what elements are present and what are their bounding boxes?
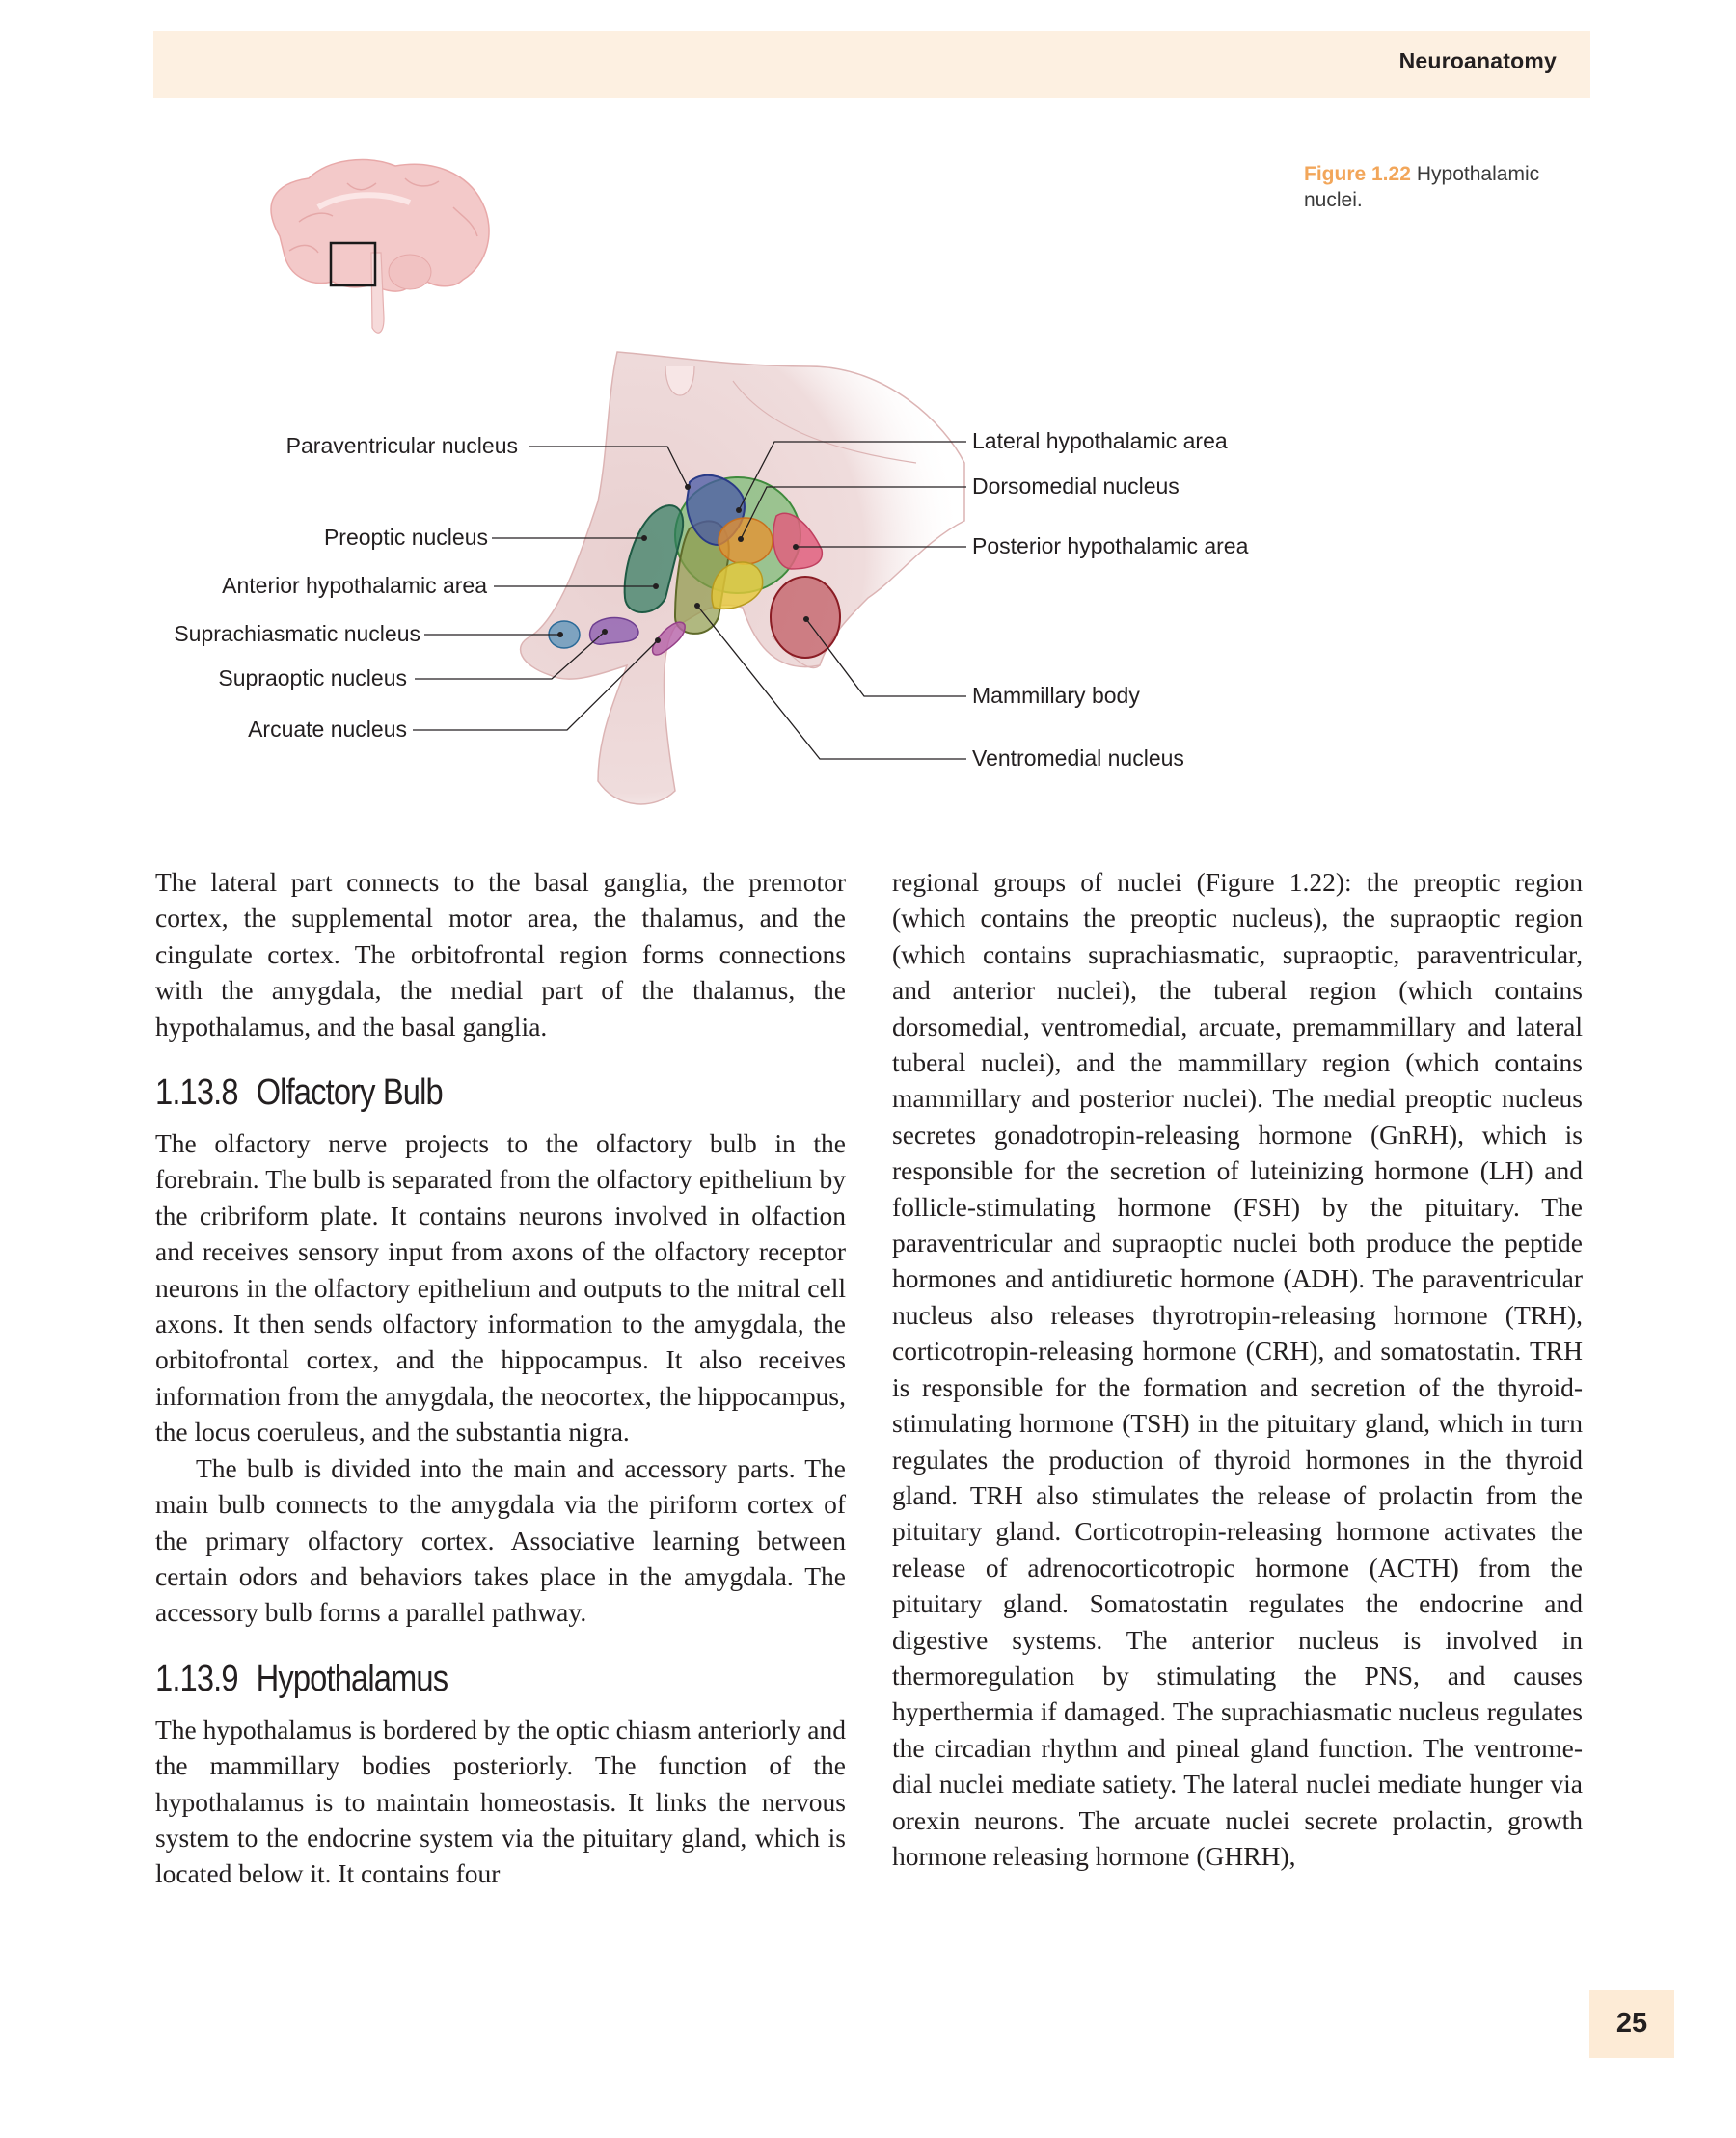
section-title: Olfactory Bulb — [256, 1072, 443, 1114]
hypothalamus-paragraph-1: The hypothalamus is bordered by the optic chiasm anteriorly and the mammillary bodies posteriorly. The function of the hypothalamus is to maintain homeostasis. It links the nervous system to the endocrine system via the pituitary gland, which is located below it. It contains four — [155, 1714, 846, 1889]
intro-paragraph: The lateral part connects to the basal ganglia, the premotor cortex, the supplemental motor area, the thalamus, and the cingulate cortex. The orbitofrontal region forms connections with the amygdala, the medial part of the thalamus, the hypothalamus, and the basal ganglia. — [155, 867, 846, 1042]
chapter-title: Neuroanatomy — [1398, 48, 1557, 73]
page-number: 25 — [1615, 2008, 1648, 2039]
olfactory-paragraph-2: The bulb is divided into the main and accessory parts. The main bulb connects to the amygdala via the piriform cortex of the primary olfactory cortex. Associative learning between certain odors and behaviors takes place in the amygdala. The accessory bulb forms a parallel pathway. — [155, 1452, 846, 1628]
figure-caption-text: Hypothalamic nuclei. — [1304, 163, 1540, 211]
section-number: 1.13.9 — [155, 1658, 238, 1699]
left-column — [155, 864, 846, 1892]
supraoptic-shape — [590, 618, 638, 645]
label-mammillary-body: Mammillary body — [972, 683, 1140, 708]
brain-thumbnail-icon — [271, 160, 489, 334]
label-anterior-hypothalamic: Anterior hypothalamic area — [222, 573, 487, 598]
label-ventromedial: Ventromedial nucleus — [972, 745, 1184, 771]
hypothalamus-figure — [0, 0, 1736, 829]
section-heading-hypothalamus — [155, 1658, 749, 1700]
olfactory-paragraph-1: The olfactory nerve projects to the olfactory bulb in the forebrain. The bulb is separated from the olfactory epithelium by the cribriform plate. It contains neurons involved in olfaction and receives sensory input from axons of the olfactory receptor neurons in the olfactory epithelium and outputs to the mitral cell axons. It then sends olfactory information to the amygdala, the orbitofrontal cortex, and the hippocampus. It also receives information from the amygdala, the neocortex, the hippocampus, the locus coeruleus, and the substantia nigra. — [155, 1128, 846, 1448]
label-arcuate: Arcuate nucleus — [248, 717, 407, 742]
section-number: 1.13.8 — [155, 1072, 238, 1114]
hypothalamus-paragraph-continued: regional groups of nuclei (Figure 1.22): the preoptic region (which contains the preoptic nucleus), the supraoptic region (which contains suprachiasmatic, supraoptic, paraventricular, and anterior nuclei), the tuberal region (which contains dorsomedial, ventromedial, arcuate, premammillary and lateral tuberal nuclei), and the mammillary region (which contains mammillary and posterior nuclei). The medial preoptic nucleus secretes gonadotropin-releasing hormone (GnRH), which is responsible for the secretion of luteinizing hormone (LH) and follicle-stimulating hormone (FSH) by the pituitary. The paraventricular and supraoptic nuclei both produce the peptide hormones and antidiuretic hormone (ADH). The paraventricular nucleus also releases thyrotropin-releasing hormone (TRH), corticotropin-releasing hormone (CRH), and somatostatin. TRH is responsible for the formation and secretion of the thyroid-stimulating hormone (TSH) in the pituitary gland, which in turn regulates the production of thyroid hormones in the thyroid gland. TRH also stimulates the release of prolactin from the pituitary gland. Corticotropin-releasing hormone activates the release of adrenocorticotropic hormone (ACTH) from the pituitary gland. Somatostatin regulates the endocrine and digestive systems. The anterior nucleus is involved in thermoregulation by stimulating the PNS, and causes hyperthermia if damaged. The suprachiasmatic nucleus regulates the circadian rhythm and pineal gland function. The ventromedial nuclei mediate satiety. The lateral nuclei mediate hunger via orexin neurons. The arcuate nuclei secrete prolactin, growth hormone releasing hormone (GHRH), — [892, 867, 1583, 1871]
label-posterior-hypothalamic: Posterior hypothalamic area — [972, 533, 1249, 558]
label-dorsomedial: Dorsomedial nucleus — [972, 474, 1180, 499]
label-suprachiasmatic: Suprachiasmatic nucleus — [174, 621, 420, 646]
label-preoptic: Preoptic nucleus — [323, 525, 488, 550]
right-column — [892, 864, 1583, 1874]
page-number-box — [1589, 1990, 1674, 2058]
section-heading-olfactory-bulb — [155, 1071, 749, 1114]
figure-number: Figure 1.22 — [1304, 163, 1411, 185]
label-supraoptic: Supraoptic nucleus — [218, 665, 407, 690]
section-title: Hypothalamus — [256, 1658, 448, 1699]
label-lateral-hypothalamic: Lateral hypothalamic area — [972, 428, 1228, 453]
label-paraventricular: Paraventricular nucleus — [285, 433, 518, 458]
dorsomedial-shape — [719, 518, 773, 564]
